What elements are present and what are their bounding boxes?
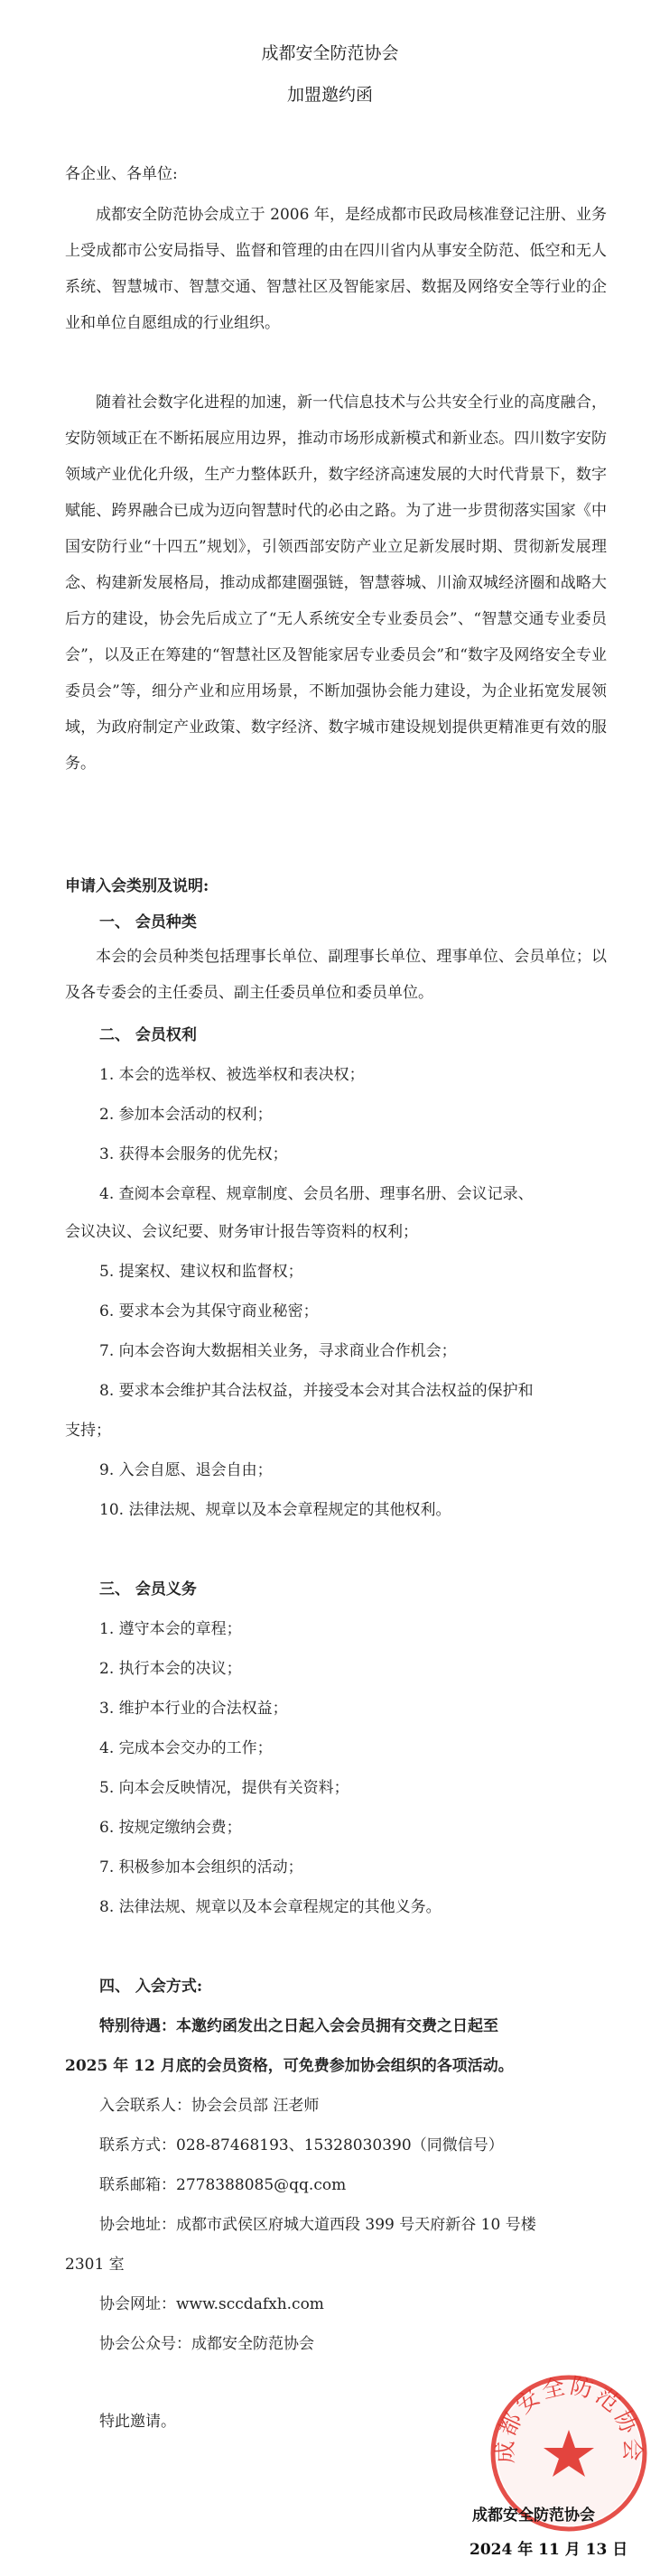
contact-email[interactable]: 联系邮箱：2778388085@qq.com	[99, 2176, 347, 2194]
rights-item: 1. 本会的选举权、被选举权和表决权；	[99, 1066, 365, 1084]
salutation: 各企业、各单位:	[65, 165, 178, 183]
section-heading-member-types: 一、 会员种类	[99, 913, 197, 931]
rights-item: 9. 入会自愿、退会自由；	[99, 1461, 273, 1479]
intro-paragraph-1: 成都安全防范协会成立于 2006 年，是经成都市民政局核准登记注册、业务上受成都市公安局指导、监督和管理的由在四川省内从事安全防范、低空和无人系统、智慧城市、智慧交通、智慧社区及智能家居、数据及网络安全等行业的企业和单位自愿组成的行业组织。	[65, 206, 607, 332]
wechat-account: 协会公众号：成都安全防范协会	[99, 2335, 314, 2353]
address-line-1: 协会地址：成都市武侯区府城大道西段 399 号天府新谷 10 号楼	[99, 2216, 536, 2234]
contact-phone: 联系方式：028-87468193、15328030390（同微信号）	[99, 2136, 504, 2154]
rights-item: 3. 获得本会服务的优先权；	[99, 1145, 288, 1163]
duties-item: 3. 维护本行业的合法权益；	[99, 1700, 288, 1718]
intro-paragraph-2: 随着社会数字化进程的加速，新一代信息技术与公共安全行业的高度融合，安防领域正在不断拓展应用边界，推动市场形成新模式和新业态。四川数字安防领域产业优化升级，生产力整体跃升，数字经济高速发展的大时代背景下，数字赋能、跨界融合已成为迈向智慧时代的必由之路。为了进一步贯彻落实国家《中国安防行业“十四五”规划》，引领西部安防产业立足新发展时期、贯彻新发展理念、构建新发展格局，推动成都建圈强链，智慧蓉城、川渝双城经济圈和战略大后方的建设，协会先后成立了“无人系统安全专业委员会”、“智慧交通专业委员会”，以及正在筹建的“智慧社区及智能家居专业委员会”和“数字及网络安全专业委员会”等，细分产业和应用场景，不断加强协会能力建设，为企业拓宽发展领域，为政府制定产业政策、数字经济、数字城市建设规划提供更精准更有效的服务。	[65, 394, 607, 773]
org-title: 成都安全防范协会	[261, 43, 399, 63]
section-heading-member-duties: 三、 会员义务	[99, 1580, 197, 1598]
website-link[interactable]: 协会网址：www.sccdafxh.com	[99, 2295, 324, 2313]
letter-title: 加盟邀约函	[286, 85, 373, 105]
address-line-2: 2301 室	[65, 2256, 125, 2274]
section-heading-join-method: 四、 入会方式:	[99, 1978, 203, 1996]
member-types-text: 本会的会员种类包括理事长单位、副理事长单位、理事单位、会员单位；以及各专委会的主任委员、副主任委员单位和委员单位。	[65, 948, 607, 1002]
rights-item: 6. 要求本会为其保守商业秘密；	[99, 1302, 319, 1320]
closing-text: 特此邀请。	[99, 2413, 176, 2431]
duties-item: 4. 完成本会交办的工作；	[99, 1739, 273, 1757]
svg-text:成都安全防范协会: 成都安全防范协会	[491, 2374, 646, 2464]
rights-item: 5. 提案权、建议权和监督权；	[99, 1263, 303, 1281]
rights-item: 会议决议、会议纪要、财务审计报告等资料的权利；	[65, 1223, 418, 1241]
signature-date: 2024 年 11 月 13 日	[469, 2541, 628, 2559]
duties-item: 8. 法律法规、规章以及本会章程规定的其他义务。	[99, 1898, 442, 1916]
duties-item: 5. 向本会反映情况，提供有关资料；	[99, 1779, 349, 1797]
signature-org: 成都安全防范协会	[472, 2507, 595, 2525]
rights-item: 7. 向本会咨询大数据相关业务，寻求商业合作机会；	[99, 1342, 457, 1360]
special-offer-line-1: 特别待遇：本邀约函发出之日起入会会员拥有交费之日起至	[99, 2017, 498, 2035]
duties-item: 2. 执行本会的决议；	[99, 1660, 242, 1678]
rights-item: 2. 参加本会活动的权利；	[99, 1106, 273, 1124]
apply-heading: 申请入会类别及说明:	[65, 877, 209, 895]
rights-item: 10. 法律法规、规章以及本会章程规定的其他权利。	[99, 1501, 451, 1519]
section-heading-member-rights: 二、 会员权利	[99, 1026, 197, 1044]
duties-item: 1. 遵守本会的章程；	[99, 1620, 242, 1638]
rights-item: 支持；	[65, 1422, 111, 1440]
duties-item: 6. 按规定缴纳会费；	[99, 1819, 242, 1837]
rights-item: 8. 要求本会维护其合法权益，并接受本会对其合法权益的保护和	[99, 1382, 534, 1400]
duties-item: 7. 积极参加本会组织的活动；	[99, 1858, 303, 1876]
special-offer-line-2: 2025 年 12 月底的会员资格，可免费参加协会组织的各项活动。	[65, 2057, 514, 2075]
contact-person: 入会联系人：协会会员部 汪老师	[99, 2097, 320, 2115]
rights-item: 4. 查阅本会章程、规章制度、会员名册、理事名册、会议记录、	[99, 1185, 534, 1203]
